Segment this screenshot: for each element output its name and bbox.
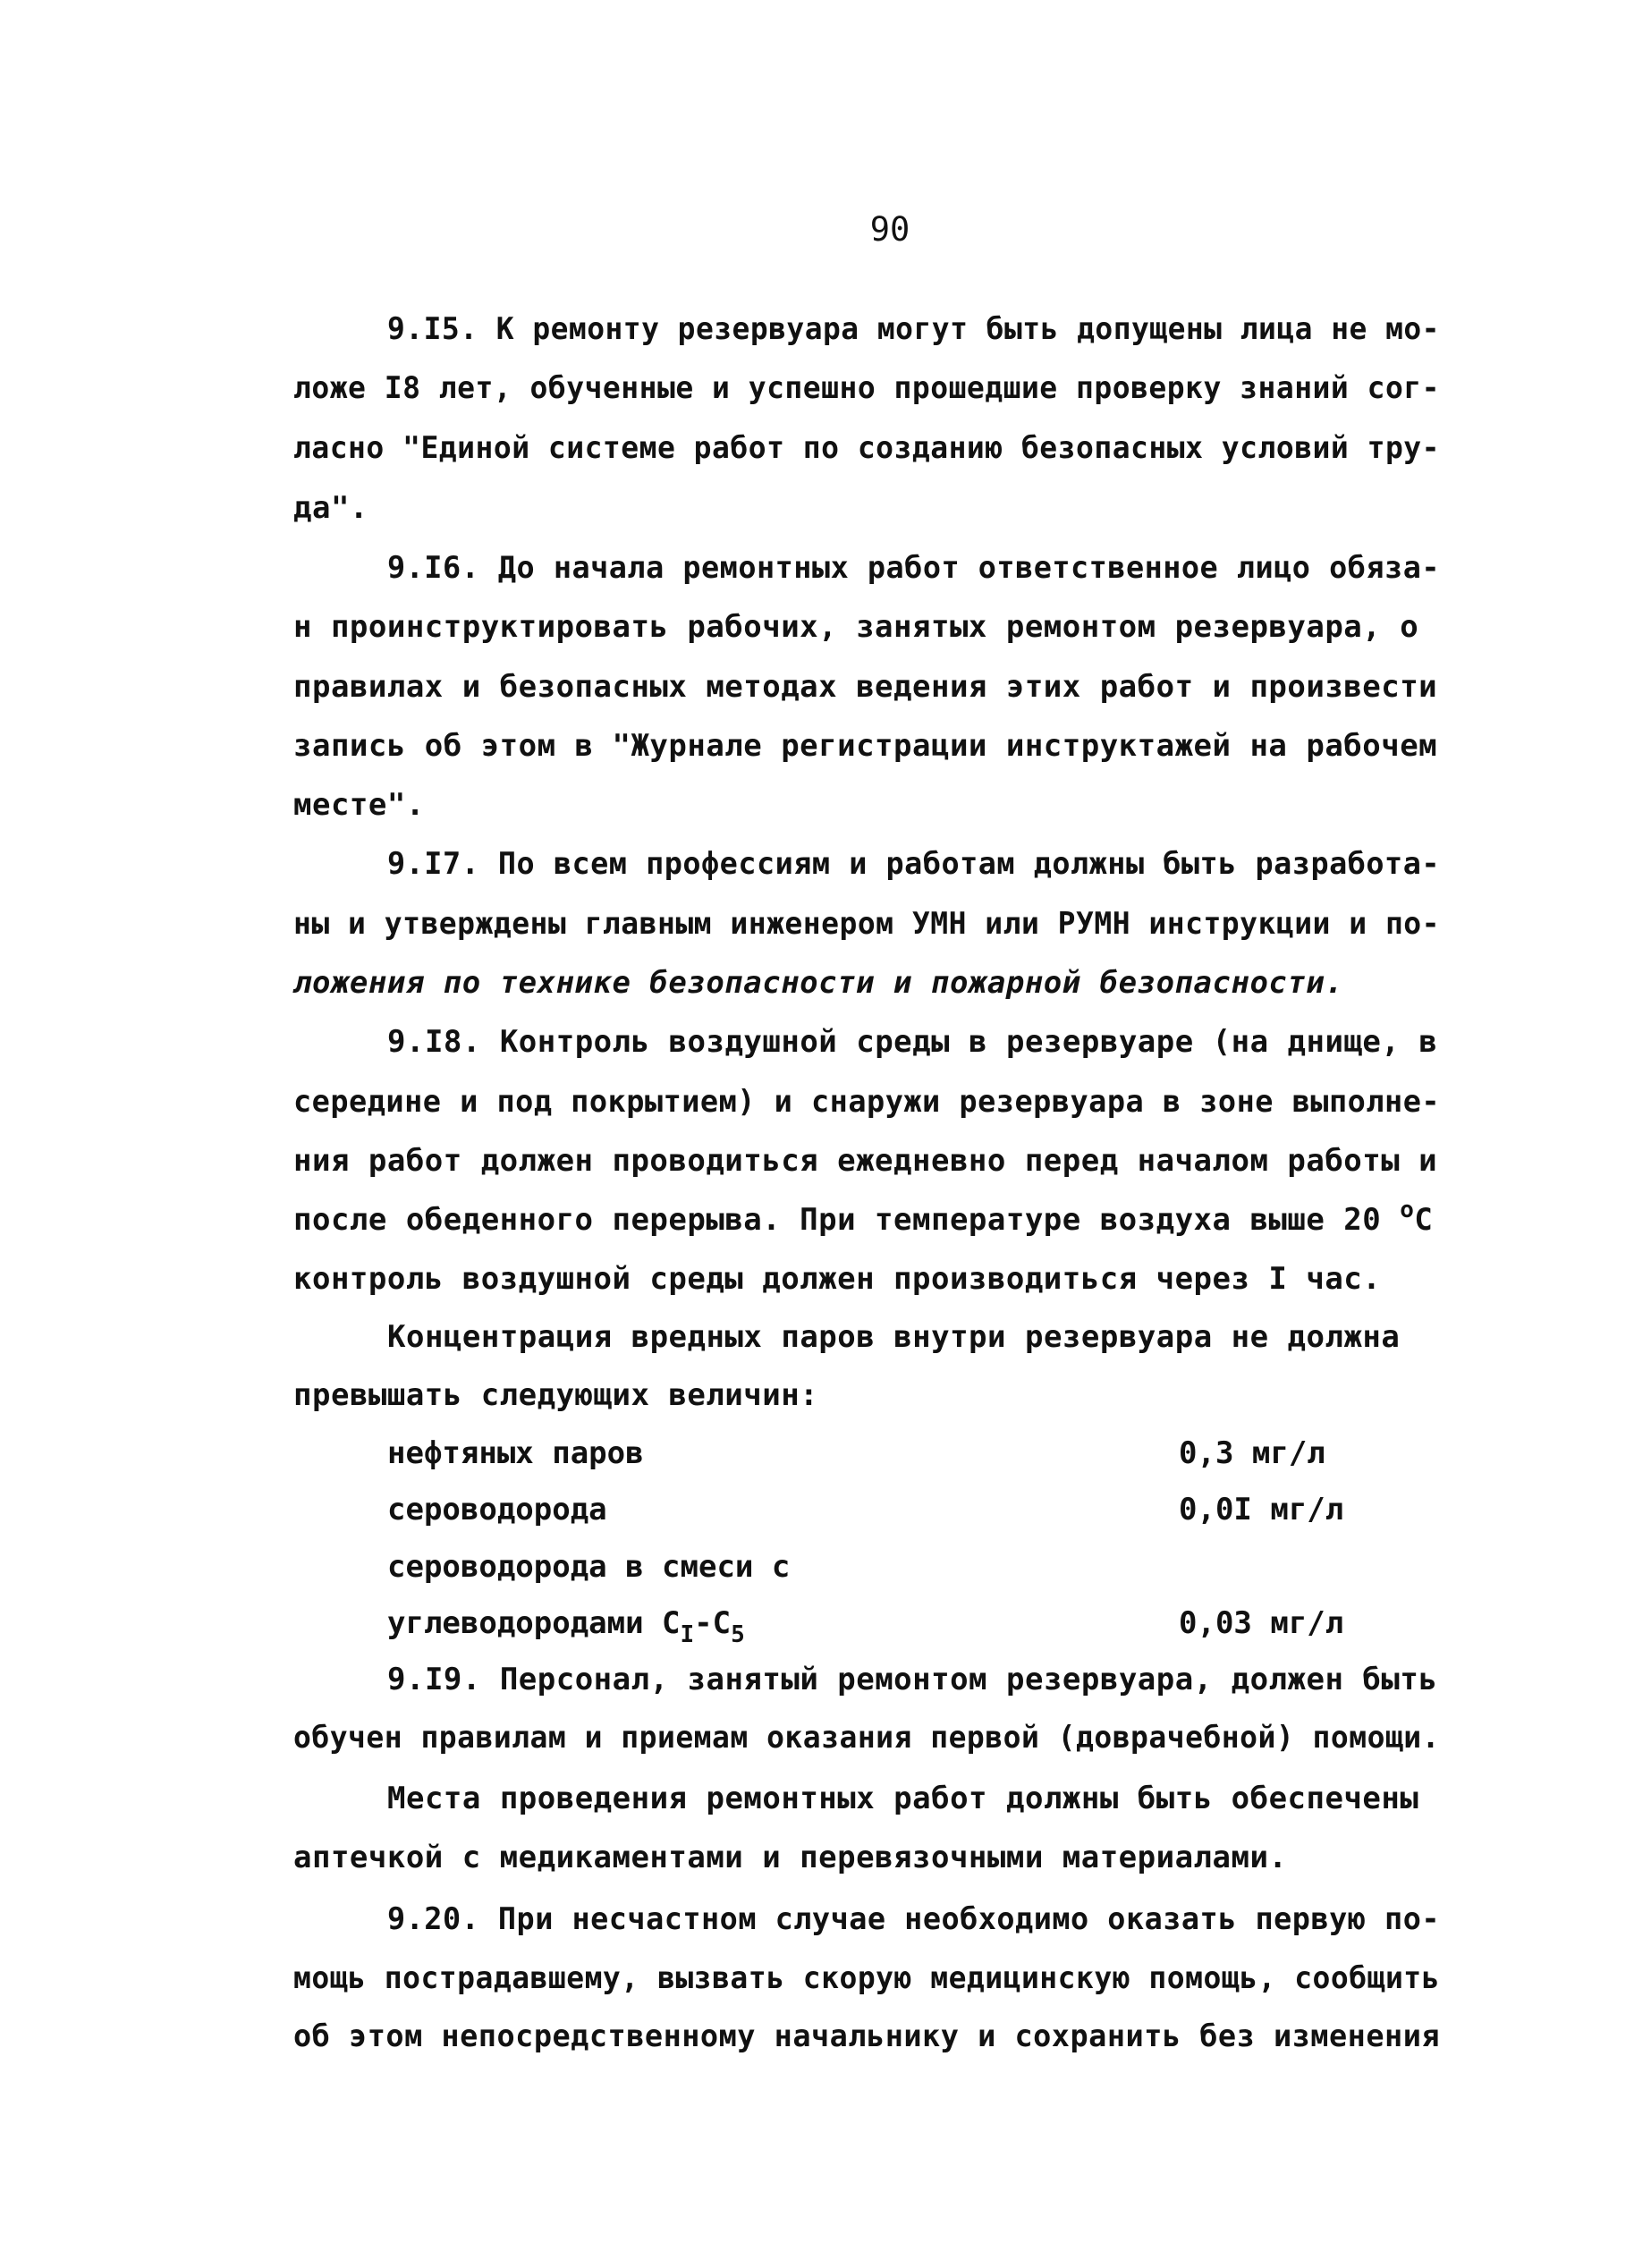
temperature-unit: С	[1414, 1202, 1434, 1238]
subscript: I	[680, 1621, 695, 1648]
text-line: ны и утверждены главным инженером УМН или РУМН инструкции и по-	[293, 906, 1440, 942]
limit-name-text: углеводородами С	[387, 1605, 681, 1641]
text-line: н проинструктировать рабочих, занятых ремонтом резервуара, о	[293, 609, 1419, 645]
text-line: 9.I9. Персонал, занятый ремонтом резервуара, должен быть	[387, 1662, 1438, 1697]
degree-sign: о	[1400, 1197, 1415, 1223]
limit-value: 0,03 мг/л	[1179, 1605, 1344, 1641]
text-line: превышать следующих величин:	[293, 1377, 819, 1413]
text-line: контроль воздушной среды должен производиться через I час.	[293, 1261, 1382, 1297]
subscript: 5	[731, 1621, 745, 1648]
limit-value: 0,0I мг/л	[1179, 1492, 1344, 1528]
limit-name	[387, 1601, 745, 1646]
page-number: 90	[869, 210, 910, 249]
text-line: 9.I8. Контроль воздушной среды в резервуаре (на днище, в	[387, 1024, 1438, 1060]
text-line: 9.I7. По всем профессиям и работам должны быть разработа-	[387, 846, 1440, 882]
text-line: ния работ должен проводиться ежедневно перед началом работы и	[293, 1143, 1438, 1179]
text-line: Концентрация вредных паров внутри резервуара не должна	[387, 1319, 1401, 1355]
text-line: Места проведения ремонтных работ должны быть обеспечены	[387, 1781, 1419, 1816]
text-line: середине и под покрытием) и снаружи резервуара в зоне выполне-	[293, 1084, 1441, 1120]
text-line: об этом непосредственному начальнику и сохранить без изменения	[293, 2018, 1441, 2054]
limit-name: сероводорода в смеси с	[387, 1549, 791, 1585]
text-line: 9.20. При несчастном случае необходимо оказать первую по-	[387, 1901, 1440, 1937]
text-line: ложения по технике безопасности и пожарной безопасности.	[293, 965, 1344, 1001]
text-line: месте".	[293, 787, 425, 823]
text-line: да".	[293, 490, 368, 526]
text-line: мощь пострадавшему, вызвать скорую медицинскую помощь, сообщить	[293, 1960, 1440, 1996]
limit-name-dash: -С	[694, 1605, 732, 1641]
text-line: правилах и безопасных методах ведения этих работ и произвести	[293, 669, 1438, 705]
text-line: аптечкой с медикаментами и перевязочными материалами.	[293, 1840, 1288, 1875]
text-line: запись об этом в "Журнале регистрации инструктажей на рабочем	[293, 728, 1438, 764]
text-line: обучен правилам и приемам оказания первой (доврачебной) помощи.	[293, 1720, 1440, 1756]
limit-name: сероводорода	[387, 1492, 607, 1528]
text-line: ложе I8 лет, обученные и успешно прошедшие проверку знаний сог-	[293, 370, 1440, 406]
text-line: 9.I6. До начала ремонтных работ ответственное лицо обяза-	[387, 550, 1440, 586]
text-fragment: после обеденного перерыва. При температуре воздуха выше 20	[293, 1202, 1382, 1238]
limit-name: нефтяных паров	[387, 1435, 644, 1471]
text-line: ласно "Единой системе работ по созданию безопасных условий тру-	[293, 430, 1440, 466]
text-line	[293, 1197, 1433, 1242]
text-line: 9.I5. К ремонту резервуара могут быть допущены лица не мо-	[387, 311, 1440, 347]
limit-value: 0,3 мг/л	[1179, 1435, 1325, 1471]
